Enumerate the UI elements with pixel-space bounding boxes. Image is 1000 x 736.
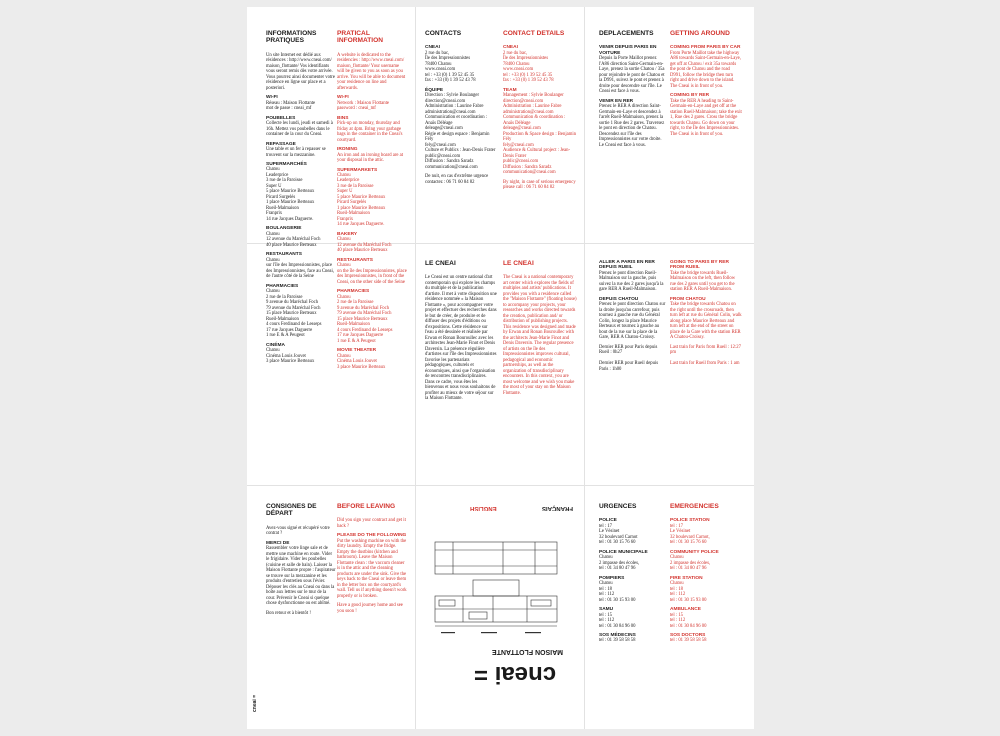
sos-heading: SOS MÉDECINS [599,633,636,639]
supermarches-text: Chatou Leaderprice 3 rue de la Paroisse Super U 5 place Maurice Berteaux Picard Surgelés 1 place Maurice Berteaux Rueil-Malmaison Franprix 14 rue Jacques Daguerre. [266,167,315,222]
rer-column-fr [599,260,667,475]
team-heading: TEAM [503,87,517,93]
wifi-heading: WI-FI [337,95,349,101]
urgences-title: URGENCES [599,503,637,510]
bye-text: Bon retour et à bientôt ! [266,610,311,616]
depart-title: CONSIGNES DE DÉPART [266,503,317,518]
info-column-fr [266,30,336,490]
pharmacies-heading: PHARMACIES [337,289,370,295]
rueil-text: Take the bridge towards Rueil-Malmaison on the left, then follow rue des 2 gares until you get to the station RER A Rueil-Malmaison. [670,270,736,293]
restaurants-heading: RESTAURANTS [337,257,373,263]
cinema-text: Chatou Cinéma Louis Jouvet 3 place Maurice Berteaux [266,348,315,365]
contacts-column-en [503,30,577,235]
restaurants-heading: RESTAURANTS [266,252,302,258]
practical-title: PRATICAL INFORMATION [337,30,384,45]
english-label: ENGLISH [470,505,497,511]
chatou-text: Take the bridge towards Chatou on the right until the crossroads, then turn left at rue du Général Colin, walk along place Maurice Berteaux and turn left at the end of the street on place de la Gare with the station RER A Chatou-Croissy. [670,302,742,341]
chatou-heading: DEPUIS CHATOU [599,296,639,302]
repassage-heading: REPASSAGE [266,141,296,147]
rueil-text: Prenez le pont direction Rueil-Malmaison sur la gauche, puis suivez la rue des 2 gares jusqu'à la gare RER A Rueil-Malmaison. [599,270,664,293]
rer-column-en [670,260,742,475]
community-text: Chatou 2 impasse des écoles, tel : 01 34 80 47 96 [670,555,711,572]
bye-text: Have a good journey home and see you soon ! [337,603,403,614]
cneai-title: LE CNEAI [425,260,456,267]
bins-text: Pick-up on monday, thursday and friday at 4pm. Bring your garbage bags in the container in the Cneai's courtyard. [337,121,403,143]
contact-details-title: CONTACT DETAILS [503,30,565,37]
supermarches-heading: SUPERMARCHÉS [266,162,307,168]
merci-heading: MERCI DE [266,540,290,546]
wifi-text: Réseau : Maison Flottante mot de passe : cneai_mf [266,100,316,112]
municipale-heading: POLICE MUNICIPALE [599,549,648,555]
boulangerie-heading: BOULANGERIE [266,226,302,232]
contacts-title: CONTACTS [425,30,462,37]
depart-column-en [337,503,407,703]
cneai-text: Le Cneai est un centre national d'art contemporain qui explore les champs du multiple et de la publication d'artiste. Il met à votre disposition une résidence nommée « la Maison Flottante », pour accompagner votre projet et effectuer des recherches dans le but de créer, de produire et de diffuser des projets d'éditions ou d'expositions. Cette résidence sur l'eau a été dessinée et réalisée par Erwan et Ronan Bouroullec avec les architectes Jean-Marie Finot et Denis Daversin. La présence régulière d'artistes sur l'île des Impressionnistes favorise les partenariats pédagogiques, culturels et économiques, ainsi que l'organisation de rencontres transdisciplinaires. Dans ce cadre, vous êtes les bienvenus et nous vous souhaitons de profiter au mieux de votre séjour sur la Maison Flottante. [425,275,497,402]
please-heading: PLEASE DO THE FOLLOWING [337,533,407,539]
cneai-logo: cneai = [474,661,557,688]
supermarkets-text: Chatou Leaderprice 3 rue de la Paroisse Super U 5 place Maurice Berteaux Picard Surgelés 1 place Maurice Berteaux Rueil-Malmaison Franprix 14 rue Jacques Daguerre. [337,172,386,228]
emergencies-title: EMERGENCIES [670,503,719,510]
fold-line [415,7,416,729]
pompiers-text: Chatou tel : 18 tel : 112 tel : 01 30 15 93 00 [599,581,636,603]
wifi-heading: WI-FI [266,95,278,101]
pharmacies-text: Chatou 2 rue de la Paroisse 9 avenue du Maréchal Foch 79 avenue du Maréchal Foch 15 place Maurice Berteaux Rueil-Malmaison 4 cours Ferdinand de Lesseps 17 rue Jacques Daguerre 1 rue E & A Peugeot [337,294,393,344]
plan-label [441,632,455,633]
rueil-heading: ALLER À PARIS EN RER DEPUIS RUEIL [599,260,655,271]
contacts-column-fr [425,30,497,235]
police-text: tel : 17 Le Vésinet 32 boulevard Carnot, tel : 01 30 15 76 60 [670,523,710,546]
rueil-heading: GOING TO PARIS BY RER FROM RUEIL [670,260,729,271]
merci-text: Rassembler votre linge sale et de mettre une machine en route. Vider le frigidaire. Vider les poubelles (cuisine et salle de bain). Laisser la Maison Flottante propre : l'aspirateur se trouve sur la mezzanine et les produits d'entretien sous l'évier. Déposer les clés au Cneai ou dans la boîte aux lettres sur le mur de la cour. Prévenir le Cneai si quelque chose dysfonctionne ou est abîmé. [266,546,336,607]
deplacements-column-fr [599,30,667,235]
community-heading: COMMUNITY POLICE [670,549,719,555]
urgence-text: De nuit, en cas d'extrême urgence contactez : 06 71 60 84 82 [425,174,489,185]
municipale-text: Chatou 2 impasse des écoles, tel : 01 34 80 47 96 [599,555,640,572]
urgence-text: By night, in case of serious emergency please call : 06 71 60 84 82 [503,179,576,191]
supermarkets-heading: SUPERMARKETS [337,167,378,173]
cneai-title: LE CNEAI [503,260,534,267]
cneai-heading: CNEAI [503,45,518,51]
movie-text: Chatou Cinéma Louis Jouvet 3 place Maurice Berteaux [337,353,386,370]
depart-question: Avez-vous signé et récupéré votre contrat ? [266,525,330,537]
cneai-address: 2 rue du bac, Île des Impressionnistes 78400 Chatou www.cneai.com tel : +33 (0) 1 39 52 45 35 fax : +33 (0) 1 39 52 43 78 [425,50,476,84]
restaurants-text: Chatou on the île des Impressionnistes, place des Impressionnistes, in front of the Cneai, on the other side of the Seine [337,263,407,285]
ambulance-text: tel : 15 tel : 112 tel : 01 30 84 96 00 [670,612,707,629]
wifi-text: Network : Maison Flottante password : cneai_mf [337,100,389,112]
deplacements-title: DÉPLACEMENTS [599,30,654,37]
repassage-text: Une table et un fer à repasser se trouvent sur la mezzanine. [266,147,326,158]
paris-rer-heading: VENIR EN RER [599,98,634,104]
boulangerie-text: Chatou 12 avenue du Maréchal Foch 40 place Maurice Berteaux [266,231,321,248]
paris-voiture-heading: VENIR DEPUIS PARIS EN VOITURE [599,45,657,56]
pharmacies-heading: PHARMACIES [266,283,299,289]
before-leaving-title: BEFORE LEAVING [337,503,396,510]
bins-heading: BINS [337,115,349,121]
cneai-column-fr [425,260,497,475]
ambulance-heading: AMBULANCE [670,607,701,613]
side-logo: cneai = [252,694,258,712]
bakery-heading: BAKERY [337,231,358,237]
fold-line [584,7,585,729]
movie-heading: MOVIE THEATER [337,348,377,354]
team-text: Management : Sylvie Boulanger direction@cneai.com Administration : Laurine Fabre administration@cneai.com Communication & coordination : Anaïs Déléage deleage@cneai.com Production & Space design : Benjamin Fély fely@cneai.com Audience & Cultural project : Jean-Denis Frater public@cneai.com Diffusion : Sandra Saradz communication@cneai.com [503,93,577,176]
sos-heading: SOS DOCTORS [670,633,706,639]
ironing-heading: IRONING [337,147,358,153]
fire-heading: FIRE STATION [670,575,703,581]
samu-text: tel : 15 tel : 112 tel : 01 30 84 96 00 [599,612,636,629]
floor-plan-drawing [433,540,563,645]
maison-flottante-subtitle: MAISON FLOTTANTE [492,648,564,655]
restaurants-text: Chatou sur l'île des Impressionnistes, place des Impressionnistes, face au Cneai, de l'autre côté de la Seine [266,257,334,280]
urgences-column-fr [599,503,667,703]
ironing-text: An iron and an ironing board are at your disposal in the attic. [337,152,403,164]
chatou-heading: FROM CHATOU [670,296,706,302]
plan-label [481,632,497,633]
samu-heading: SAMU [599,607,614,613]
cneai-address: 2 rue du bac, Île des Impressionnistes 78400 Chatou www.cneai.com tel : +33 (0) 1 39 52 45 35 fax : +33 (0) 1 39 52 43 78 [503,50,554,84]
paris-car-text: From Porte Maillot take the highway A86 towards Saint-Germain-en-Laye, get off at Chatou / exit 35a towards the pont de Chatou and the road D991, follow the bridge then turn right and drive down to the island. The Cneai is in front of you. [670,50,741,89]
paris-rer-text: Prenez le RER A direction Saint-Germain-en-Laye et descendez à l'arrêt Rueil-Malmaison, prenez la sortie 1 Rue des 2 gares. Traversez le pont en direction de Chatou. Descendez sur l'île des Impressionnistes sur votre droite. Le Cneai est face à vous. [599,104,665,148]
cinema-heading: CINÉMA [266,342,285,348]
info-column-en [337,30,407,490]
police-heading: POLICE STATION [670,518,710,524]
emergencies-column-en [670,503,742,703]
sos-text: tel : 01 39 58 58 58 [599,638,636,644]
equipe-text: Direction : Sylvie Boulanger direction@cneai.com Administration : Laurine Fabre administration@cneai.com Communication et coordination : Anaïs Déléage deleage@cneai.com Régie et design espace : Benjamin Fély fely@cneai.com Culture et Publics : Jean-Denis Frater public@cneai.com Diffusion : Sandra Saradz communication@cneai.com [425,93,496,170]
paris-car-heading: COMING FROM PARIS BY CAR [670,45,741,51]
paris-voiture-text: Depuis la Porte Maillot prenez l'A86 direction Saint-Germain-en-Laye, prenez la sortie Chatou / 35a pour rejoindre le pont de Chatou et la D991, suivez le pont et prenez à droite pour descendre sur l'île. Le Cneai est face à vous. [599,56,665,95]
info-intro: Un site Internet est dédié aux résidences : http://www.cneai.com/ maison_flottante/ Vos identifiants vous seront remis dès votre arrivée. Vous pourrez ainsi documenter votre résidence en ligne sur place et a posteriori. [266,52,335,91]
plan-label [525,632,541,633]
francais-label: FRANÇAIS [542,505,573,511]
fire-text: Chatou tel : 18 tel : 112 tel : 01 30 15 93 00 [670,581,707,603]
cneai-heading: CNEAI [425,45,440,51]
pharmacies-text: Chatou 2 rue de la Paroisse 9 avenue du Maréchal Foch 79 avenue du Maréchal Foch 15 place Maurice Berteaux Rueil-Malmaison 4 cours Ferdinand de Lesseps 17 rue Jacques Daguerre 1 rue E & A Peugeot [266,289,322,339]
sos-text: tel : 01 39 58 58 58 [670,638,707,644]
police-heading: POLICE [599,518,617,524]
poubelles-text: Collecte les lundi, jeudi et samedi à 16h. Mettez vos poubelles dans le container de la cour du Cneai. [266,121,333,138]
paris-rer-heading: COMING BY RER [670,93,710,99]
getting-around-column-en [670,30,742,235]
police-text: tel : 17 Le Vésinet 32 boulevard Carnot tel : 01 30 15 76 60 [599,523,638,546]
please-text: Put the washing machine on with the dirty laundry. Empty the fridge. Empty the dustbins (kitchen and bathroom). Leave the Maison Flottante clean : the vaccum cleaner is in the attic and the cleaning products are under the sink. Give the keys back to the Cneai or leave them in the letter box on the courtyard's wall. Tell us if anything doesn't work properly or is broken. [337,538,407,599]
bakery-text: Chatou 12 avenue du Maréchal Foch 40 place Maurice Berteaux [337,237,392,254]
depart-question: Did you sign your contract and get it back ? [337,518,406,529]
dernier-rer-text: Dernier RER pour Paris depuis Rueil : 0h27 Dernier RER pour Rueil depuis Paris : 1h00 [599,344,659,372]
pompiers-heading: POMPIERS [599,575,625,581]
last-train-text: Last train for Paris from Rueil : 12:27 pm Last train for Rueil from Paris : 1 am [670,344,741,367]
poubelles-heading: POUBELLES [266,115,296,121]
depart-column-fr [266,503,336,703]
paris-rer-text: Take the RER A heading to Saint-Germain-en-Laye and get off at the station Rueil-Malmaison; take the exit 1, Rue des 2 gares. Cross the bridge towards Chatou. Go down on your right, to the Île des Impressionnistes. The Cneai is in front of you. [670,98,742,137]
cneai-column-en [503,260,577,475]
practical-intro: A website is dedicated to the residencies : http://www.cneai.com/ maison_flottante/ Your username will be given to you as soon as you arrive. You will be able to document your residence on line and afterwards. [337,52,406,91]
info-title: INFORMATIONS PRATIQUES [266,30,317,45]
cneai-text: The Cneai is a national contemporary art center which explores the fields of multiples and artists' publications. It provides you with a residence called the "Maison Flottante" (floating house) to accompany your projects, your researches and works directed towards the creation, publication and/ or distribution of publishing projects. This residence was designed and made by Erwan and Ronan Bouroullec with the architects Jean-Marie Finot and Denis Daversin. The regular presence of artists on the île des Impressionnistes improves cultural, pedagogical and economic partnerships, as well as the organization of transdisciplinary encounters. In this context, you are most welcome and we wish you make the most of your stay on the Maison Flottante. [503,275,577,396]
chatou-text: Prenez le pont direction Chatou sur la droite jusqu'au carrefour, puis tournez à gauche rue du Général Colin, longez la place Maurice Berteaux et tournez à gauche au bout de la rue sur la place de la Gare, RER A Chatou-Croissy. [599,302,666,341]
getting-around-title: GETTING AROUND [670,30,730,37]
equipe-heading: ÉQUIPE [425,87,444,93]
